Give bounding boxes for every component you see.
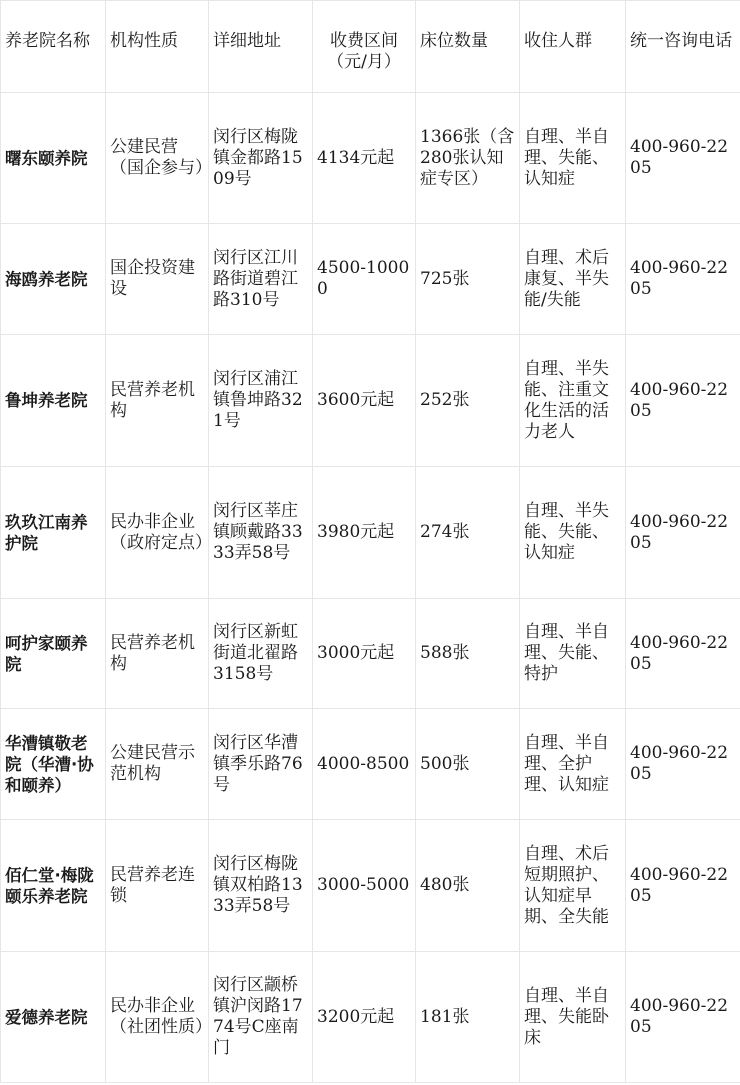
cell-beds: 1366张（含280张认知症专区）	[416, 93, 520, 224]
cell-address: 闵行区浦江镇鲁坤路321号	[209, 335, 313, 467]
cell-beds: 480张	[416, 820, 520, 952]
cell-residents: 自理、术后康复、半失能/失能	[520, 224, 626, 335]
cell-name: 呵护家颐养院	[1, 599, 106, 709]
table-row	[1, 820, 740, 952]
header-address: 详细地址	[209, 1, 313, 93]
header-residents: 收住人群	[520, 1, 626, 93]
header-type: 机构性质	[106, 1, 209, 93]
table-row	[1, 93, 740, 224]
cell-name: 佰仁堂·梅陇颐乐养老院	[1, 820, 106, 952]
header-fee: 收费区间（元/月）	[313, 1, 416, 93]
cell-address: 闵行区新虹街道北翟路3158号	[209, 599, 313, 709]
cell-phone: 400-960-2205	[626, 820, 740, 952]
cell-type: 国企投资建设	[106, 224, 209, 335]
cell-name: 玖玖江南养护院	[1, 467, 106, 599]
header-row	[1, 1, 740, 93]
cell-residents: 自理、半失能、注重文化生活的活力老人	[520, 335, 626, 467]
cell-residents: 自理、半自理、失能、认知症	[520, 93, 626, 224]
cell-fee: 3000-5000	[313, 820, 416, 952]
cell-type: 民营养老连锁	[106, 820, 209, 952]
cell-name: 华漕镇敬老院（华漕·协和颐养）	[1, 709, 106, 820]
cell-fee: 3200元起	[313, 952, 416, 1083]
cell-fee: 4500-10000	[313, 224, 416, 335]
cell-residents: 自理、半自理、失能、特护	[520, 599, 626, 709]
table-row	[1, 709, 740, 820]
cell-address: 闵行区华漕镇季乐路76号	[209, 709, 313, 820]
cell-name: 爱德养老院	[1, 952, 106, 1083]
cell-name: 鲁坤养老院	[1, 335, 106, 467]
cell-fee: 4000-8500	[313, 709, 416, 820]
cell-phone: 400-960-2205	[626, 224, 740, 335]
cell-phone: 400-960-2205	[626, 467, 740, 599]
cell-type: 民办非企业（政府定点）	[106, 467, 209, 599]
cell-address: 闵行区梅陇镇金都路1509号	[209, 93, 313, 224]
cell-phone: 400-960-2205	[626, 952, 740, 1083]
cell-phone: 400-960-2205	[626, 709, 740, 820]
cell-fee: 3000元起	[313, 599, 416, 709]
cell-phone: 400-960-2205	[626, 599, 740, 709]
cell-fee: 4134元起	[313, 93, 416, 224]
table-row	[1, 599, 740, 709]
cell-name: 曙东颐养院	[1, 93, 106, 224]
cell-beds: 181张	[416, 952, 520, 1083]
cell-beds: 252张	[416, 335, 520, 467]
cell-type: 民办非企业（社团性质）	[106, 952, 209, 1083]
cell-address: 闵行区梅陇镇双柏路1333弄58号	[209, 820, 313, 952]
cell-fee: 3600元起	[313, 335, 416, 467]
table-row	[1, 952, 740, 1083]
cell-residents: 自理、半自理、失能卧床	[520, 952, 626, 1083]
cell-address: 闵行区江川路街道碧江路310号	[209, 224, 313, 335]
table-row	[1, 335, 740, 467]
cell-residents: 自理、术后短期照护、认知症早期、全失能	[520, 820, 626, 952]
cell-type: 公建民营示范机构	[106, 709, 209, 820]
cell-beds: 274张	[416, 467, 520, 599]
cell-type: 公建民营（国企参与）	[106, 93, 209, 224]
cell-fee: 3980元起	[313, 467, 416, 599]
header-phone: 统一咨询电话	[626, 1, 740, 93]
table-row	[1, 224, 740, 335]
cell-name: 海鸥养老院	[1, 224, 106, 335]
header-beds: 床位数量	[416, 1, 520, 93]
cell-beds: 500张	[416, 709, 520, 820]
cell-beds: 588张	[416, 599, 520, 709]
cell-residents: 自理、半失能、失能、认知症	[520, 467, 626, 599]
cell-phone: 400-960-2205	[626, 93, 740, 224]
cell-beds: 725张	[416, 224, 520, 335]
cell-address: 闵行区颛桥镇沪闵路1774号C座南门	[209, 952, 313, 1083]
cell-phone: 400-960-2205	[626, 335, 740, 467]
table-row	[1, 467, 740, 599]
cell-residents: 自理、半自理、全护理、认知症	[520, 709, 626, 820]
header-name: 养老院名称	[1, 1, 106, 93]
cell-type: 民营养老机构	[106, 335, 209, 467]
cell-address: 闵行区莘庄镇顾戴路3333弄58号	[209, 467, 313, 599]
cell-type: 民营养老机构	[106, 599, 209, 709]
